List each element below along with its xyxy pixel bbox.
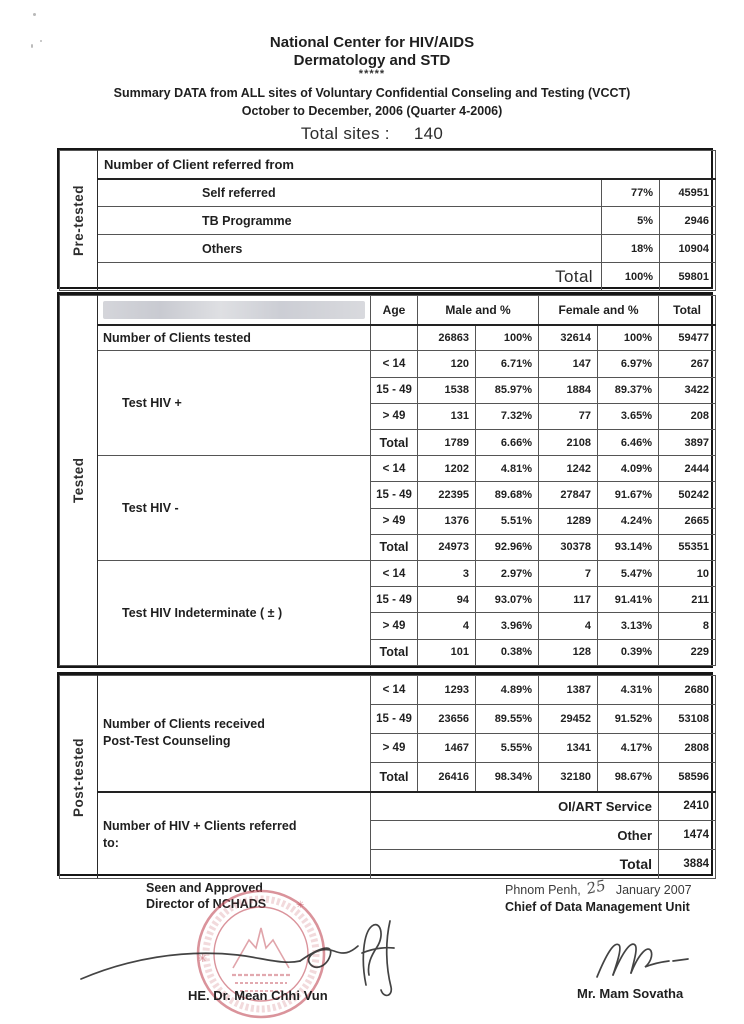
female-pct-cell: 0.39%	[598, 639, 659, 665]
col-header-female: Female and %	[539, 296, 659, 325]
counseling-label	[98, 676, 371, 792]
total-count: 59801	[660, 263, 716, 291]
female-count-cell: 32180	[539, 763, 598, 792]
group-label: Test HIV -	[98, 456, 371, 561]
table-row	[60, 151, 716, 179]
age-cell: < 14	[371, 676, 418, 705]
female-pct-cell: 4.17%	[598, 734, 659, 763]
age-cell: Total	[371, 534, 418, 560]
male-pct-cell: 98.34%	[476, 763, 539, 792]
female-pct-cell: 3.65%	[598, 403, 659, 429]
male-count-cell: 24973	[418, 534, 476, 560]
org-title-line2: Dermatology and STD	[293, 52, 451, 69]
male-count-cell: 26416	[418, 763, 476, 792]
female-count-cell: 7	[539, 561, 598, 587]
male-pct-cell: 5.51%	[476, 508, 539, 534]
table-row	[60, 235, 716, 263]
month-year: January 2007	[615, 883, 692, 897]
date-line	[505, 876, 692, 899]
row-total-cell: 50242	[659, 482, 716, 508]
female-pct-cell: 3.13%	[598, 613, 659, 639]
redaction-smudge	[103, 301, 365, 319]
signatory-name-left: HE. Dr. Mean Chhi Vun	[188, 988, 328, 1003]
referral-label: TB Programme	[98, 207, 602, 235]
age-cell: > 49	[371, 508, 418, 534]
tested-side-label: Tested	[71, 457, 86, 504]
female-count-cell: 1387	[539, 676, 598, 705]
male-count-cell: 1538	[418, 377, 476, 403]
post-tested-table	[57, 672, 713, 876]
table-row	[60, 561, 716, 587]
signatory-name-right: Mr. Mam Sovatha	[577, 986, 684, 1001]
row-total-cell: 229	[659, 639, 716, 665]
female-count-cell: 2108	[539, 430, 598, 456]
table-header-row	[60, 296, 716, 325]
male-pct-cell: 89.55%	[476, 705, 539, 734]
age-cell	[371, 325, 418, 351]
signature-right	[593, 933, 693, 983]
col-header-total: Total	[659, 296, 716, 325]
row-total-cell: 8	[659, 613, 716, 639]
female-count-cell: 4	[539, 613, 598, 639]
row-total-cell: 2808	[659, 734, 716, 763]
male-pct-cell: 4.89%	[476, 676, 539, 705]
summary-line1: Summary DATA from ALL sites of Voluntary Confidential Conseling and Testing (VCCT)	[113, 86, 631, 100]
group-label: Test HIV Indeterminate ( ± )	[98, 561, 371, 666]
row-total-cell: 267	[659, 351, 716, 377]
referral-count: 10904	[660, 235, 716, 263]
row-total-cell: 211	[659, 587, 716, 613]
total-sites-label: Total sites :	[300, 124, 390, 143]
stamp-star-left: ✳	[198, 952, 208, 965]
male-pct-cell: 2.97%	[476, 561, 539, 587]
male-count-cell: 4	[418, 613, 476, 639]
female-count-cell: 30378	[539, 534, 598, 560]
female-count-cell: 147	[539, 351, 598, 377]
male-pct-cell: 6.71%	[476, 351, 539, 377]
female-pct-cell: 98.67%	[598, 763, 659, 792]
female-pct-cell: 100%	[598, 325, 659, 351]
female-pct-cell: 6.97%	[598, 351, 659, 377]
date-block	[505, 876, 692, 916]
referred-service-label: Other	[371, 821, 659, 850]
table-row	[60, 263, 716, 291]
table-row	[60, 792, 716, 821]
summary-line2: October to December, 2006 (Quarter 4-2006)	[241, 104, 503, 118]
female-count-cell: 1289	[539, 508, 598, 534]
age-cell: 15 - 49	[371, 377, 418, 403]
female-pct-cell: 93.14%	[598, 534, 659, 560]
referred-count: 2410	[659, 792, 716, 821]
female-pct-cell: 5.47%	[598, 561, 659, 587]
female-count-cell: 117	[539, 587, 598, 613]
age-cell: 15 - 49	[371, 482, 418, 508]
female-count-cell: 128	[539, 639, 598, 665]
clients-tested-label: Number of Clients tested	[98, 325, 371, 351]
table-row	[60, 676, 716, 705]
col-header-age: Age	[371, 296, 418, 325]
referred-total-label: Total	[371, 850, 659, 879]
row-total-cell: 208	[659, 403, 716, 429]
row-total-cell: 58596	[659, 763, 716, 792]
male-count-cell: 23656	[418, 705, 476, 734]
age-cell: < 14	[371, 456, 418, 482]
post-tested-side-label: Post-tested	[71, 737, 86, 817]
male-count-cell: 1202	[418, 456, 476, 482]
row-total-cell: 53108	[659, 705, 716, 734]
group-label: Test HIV +	[98, 351, 371, 456]
female-count-cell: 29452	[539, 705, 598, 734]
male-pct-cell: 3.96%	[476, 613, 539, 639]
age-cell: > 49	[371, 403, 418, 429]
redacted-header-cell	[98, 296, 371, 325]
male-pct-cell: 85.97%	[476, 377, 539, 403]
female-pct-cell: 91.67%	[598, 482, 659, 508]
male-count-cell: 1789	[418, 430, 476, 456]
male-pct-cell: 7.32%	[476, 403, 539, 429]
female-count-cell: 1242	[539, 456, 598, 482]
female-pct-cell: 4.09%	[598, 456, 659, 482]
pre-tested-side-label: Pre-tested	[71, 184, 86, 257]
male-pct-cell: 93.07%	[476, 587, 539, 613]
approval-line2: Director of NCHADS	[146, 897, 267, 911]
row-total-cell: 3422	[659, 377, 716, 403]
referral-pct: 77%	[602, 179, 660, 207]
referred-label-line1: Number of HIV + Clients referred	[103, 819, 297, 834]
male-pct-cell: 92.96%	[476, 534, 539, 560]
handwritten-day: 25	[584, 876, 607, 898]
male-count-cell: 22395	[418, 482, 476, 508]
row-total-cell: 55351	[659, 534, 716, 560]
col-header-male: Male and %	[418, 296, 539, 325]
referred-label	[98, 792, 371, 879]
post-tested-side-cell	[60, 676, 98, 879]
male-count-cell: 1293	[418, 676, 476, 705]
referral-label: Others	[98, 235, 602, 263]
row-total-cell: 2665	[659, 508, 716, 534]
referral-count: 2946	[660, 207, 716, 235]
female-count-cell: 27847	[539, 482, 598, 508]
male-count-cell: 94	[418, 587, 476, 613]
pre-tested-side-cell	[60, 151, 98, 291]
male-pct-cell: 100%	[476, 325, 539, 351]
age-cell: Total	[371, 639, 418, 665]
male-count-cell: 131	[418, 403, 476, 429]
place-label: Phnom Penh,	[505, 883, 581, 897]
referral-pct: 18%	[602, 235, 660, 263]
female-pct-cell: 6.46%	[598, 430, 659, 456]
male-count-cell: 26863	[418, 325, 476, 351]
referral-label: Self referred	[98, 179, 602, 207]
table-row	[60, 179, 716, 207]
section-header: Number of Client referred from	[98, 151, 716, 179]
approval-line1: Seen and Approved	[146, 881, 263, 895]
age-cell: 15 - 49	[371, 587, 418, 613]
row-total-cell: 10	[659, 561, 716, 587]
row-total-cell: 2444	[659, 456, 716, 482]
male-count-cell: 1467	[418, 734, 476, 763]
male-count-cell: 1376	[418, 508, 476, 534]
referred-label-line2: to:	[103, 836, 119, 851]
age-cell: < 14	[371, 351, 418, 377]
referred-count: 1474	[659, 821, 716, 850]
referral-pct: 5%	[602, 207, 660, 235]
referred-service-label: OI/ART Service	[371, 792, 659, 821]
total-pct: 100%	[602, 263, 660, 291]
age-cell: > 49	[371, 613, 418, 639]
table-row	[60, 325, 716, 351]
counseling-label-line1: Number of Clients received	[103, 717, 265, 732]
female-count-cell: 1341	[539, 734, 598, 763]
female-pct-cell: 91.52%	[598, 705, 659, 734]
org-title-line1: National Center for HIV/AIDS	[269, 34, 475, 51]
tested-side-cell	[60, 296, 98, 666]
table-row	[60, 207, 716, 235]
male-pct-cell: 4.81%	[476, 456, 539, 482]
counseling-label-line2: Post-Test Counseling	[103, 734, 231, 749]
star-divider: *****	[358, 68, 386, 80]
age-cell: Total	[371, 763, 418, 792]
female-pct-cell: 4.24%	[598, 508, 659, 534]
pre-tested-table	[57, 148, 713, 289]
referred-total-count: 3884	[659, 850, 716, 879]
table-row	[60, 351, 716, 377]
stamp-star-right: ✳	[296, 900, 305, 911]
age-cell: 15 - 49	[371, 705, 418, 734]
age-cell: Total	[371, 430, 418, 456]
male-count-cell: 101	[418, 639, 476, 665]
male-pct-cell: 6.66%	[476, 430, 539, 456]
total-label: Total	[98, 263, 602, 291]
male-pct-cell: 5.55%	[476, 734, 539, 763]
row-total-cell: 59477	[659, 325, 716, 351]
tested-table	[57, 292, 713, 668]
age-cell: > 49	[371, 734, 418, 763]
right-title: Chief of Data Management Unit	[505, 900, 690, 914]
row-total-cell: 2680	[659, 676, 716, 705]
female-count-cell: 1884	[539, 377, 598, 403]
female-count-cell: 32614	[539, 325, 598, 351]
male-pct-cell: 0.38%	[476, 639, 539, 665]
female-pct-cell: 91.41%	[598, 587, 659, 613]
referral-count: 45951	[660, 179, 716, 207]
total-sites-value: 140	[413, 124, 444, 143]
total-sites-line	[0, 124, 744, 144]
male-pct-cell: 89.68%	[476, 482, 539, 508]
male-count-cell: 120	[418, 351, 476, 377]
male-count-cell: 3	[418, 561, 476, 587]
female-pct-cell: 4.31%	[598, 676, 659, 705]
table-row	[60, 456, 716, 482]
female-count-cell: 77	[539, 403, 598, 429]
age-cell: < 14	[371, 561, 418, 587]
scan-speck	[33, 13, 36, 16]
row-total-cell: 3897	[659, 430, 716, 456]
female-pct-cell: 89.37%	[598, 377, 659, 403]
